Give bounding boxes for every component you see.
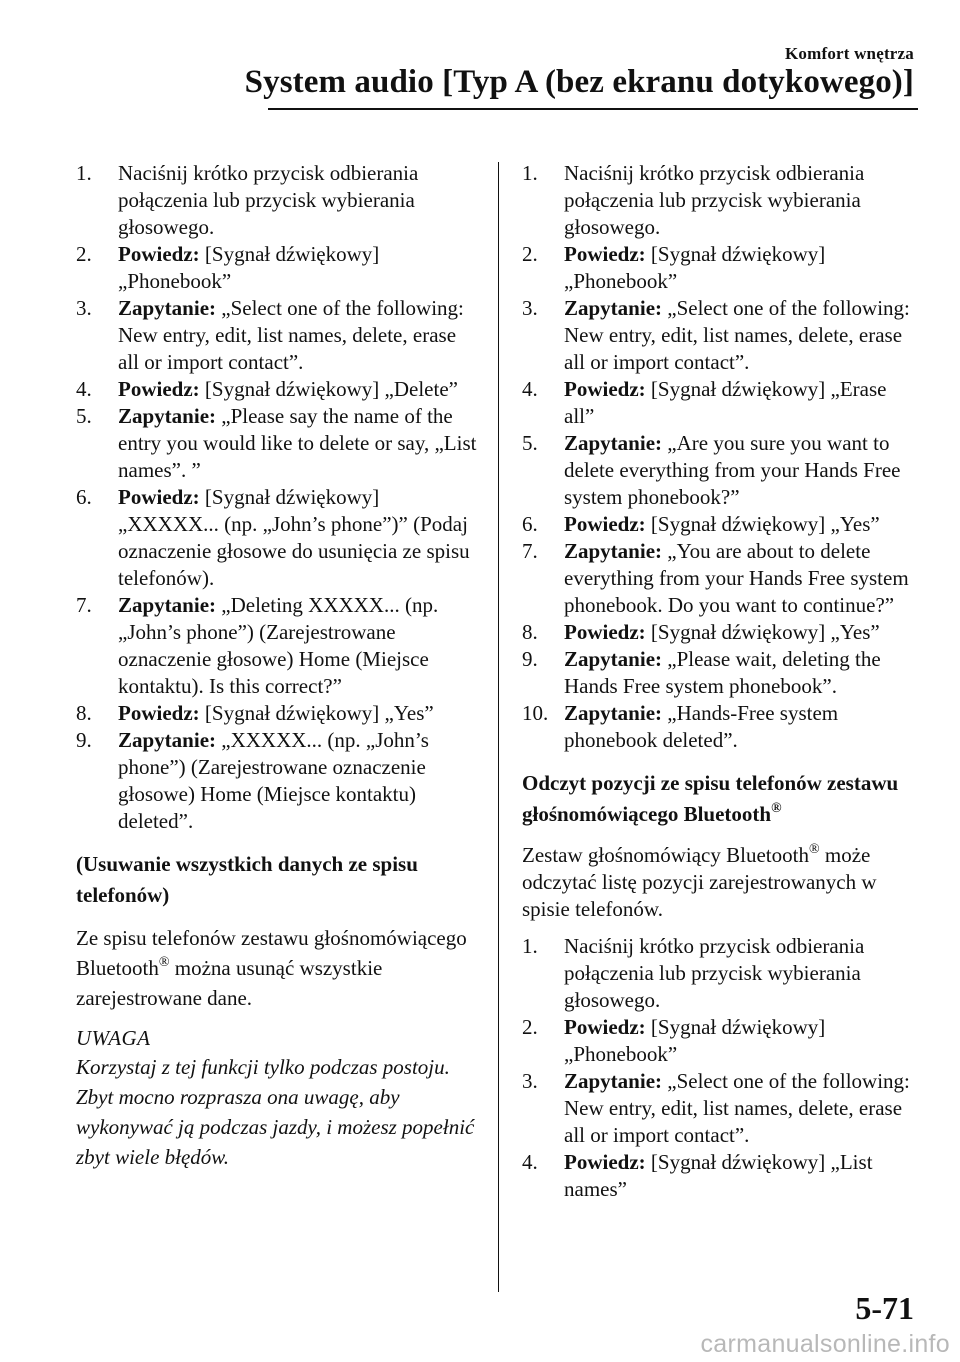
step-text: „Hands-Free system phonebook deleted”. [564,701,839,752]
step-keyword: Zapytanie: [564,539,663,563]
step-keyword: Zapytanie: [564,431,663,455]
step-keyword: Zapytanie: [118,593,217,617]
intro-delete-all [76,923,480,1013]
step-number: 7. [522,539,538,563]
step-text: „Select one of the following: New entry, edit, list names, delete, erase all or import contact”. [564,1069,910,1147]
step-number: 9. [76,728,92,752]
step-keyword: Zapytanie: [564,701,663,725]
watermark: carmanualsonline.info [700,1330,950,1358]
list-item [522,430,916,511]
step-number: 9. [522,647,538,671]
step-number: 5. [522,431,538,455]
step-keyword: Powiedz: [564,1150,646,1174]
note-text: Korzystaj z tej funkcji tylko podczas postoju. Zbyt mocno rozprasza ona uwagę, aby wykonywać ją podczas jazdy, i możesz popełnić zbyt wiele błędów. [76,1055,475,1169]
list-item [76,376,480,403]
list-item [522,700,916,754]
step-keyword: Powiedz: [564,512,646,536]
step-keyword: Powiedz: [118,485,200,509]
step-text: [Sygnał dźwiękowy] „List names” [564,1150,873,1201]
step-text: „You are about to delete everything from your Hands Free system phonebook. Do you want to continue?” [564,539,909,617]
registered-mark: ® [158,955,170,970]
list-item [76,160,480,241]
heading-read-phonebook [522,768,916,830]
step-text: [Sygnał dźwiękowy] „Phonebook” [564,1015,826,1066]
step-keyword: Powiedz: [564,377,646,401]
list-item [76,403,480,484]
step-keyword: Powiedz: [118,242,200,266]
step-text: [Sygnał dźwiękowy] „Erase all” [564,377,887,428]
step-number: 8. [522,620,538,644]
step-text: [Sygnał dźwiękowy] „Phonebook” [564,242,826,293]
list-item [76,295,480,376]
list-item [522,376,916,430]
step-number: 5. [76,404,92,428]
step-number: 4. [76,377,92,401]
list-item [76,727,480,835]
list-item [522,1014,916,1068]
list-item [76,592,480,700]
step-keyword: Powiedz: [118,377,200,401]
step-keyword: Powiedz: [564,620,646,644]
list-item [522,538,916,619]
left-column [76,160,480,1172]
step-text: [Sygnał dźwiękowy] „Delete” [199,377,458,401]
step-text: [Sygnał dźwiękowy] „Yes” [199,701,434,725]
step-keyword: Zapytanie: [118,404,217,428]
step-text: [Sygnał dźwiękowy] „Phonebook” [118,242,380,293]
step-number: 4. [522,1150,538,1174]
step-keyword: Powiedz: [564,242,646,266]
step-text: „Deleting XXXXX... (np. „John’s phone”) (Zarejestrowane oznaczenie głosowe) Home (Miejsce kontaktu). Is this correct?” [118,593,439,698]
step-number: 2. [76,242,92,266]
list-item [76,484,480,592]
step-text: [Sygnał dźwiękowy] „Yes” [645,620,880,644]
step-number: 2. [522,1015,538,1039]
list-item [522,295,916,376]
list-item [76,700,480,727]
step-text: „Are you sure you want to delete everything from your Hands Free system phonebook?” [564,431,901,509]
steps-delete-entry [76,160,480,835]
step-number: 2. [522,242,538,266]
step-keyword: Zapytanie: [564,296,663,320]
header-section-label: Komfort wnętrza [784,44,914,63]
intro-read-a: Zestaw głośnomówiący Bluetooth [522,843,809,867]
heading-delete-all: (Usuwanie wszystkich danych ze spisu telefonów) [76,852,418,907]
intro-delete-all-a: Ze spisu telefonów zestawu głośnomówiącego Bluetooth [76,926,467,980]
list-item [522,241,916,295]
step-number: 7. [76,593,92,617]
step-number: 3. [522,1069,538,1093]
list-item [522,933,916,1014]
step-keyword: Zapytanie: [564,647,663,671]
step-number: 1. [522,934,538,958]
page-title: System audio [Typ A (bez ekranu dotykowego)] [244,64,914,100]
intro-read-b: może odczytać listę pozycji zarejestrowanych w spisie telefonów. [522,843,877,921]
registered-mark: ® [771,801,782,816]
step-text: Naciśnij krótko przycisk odbierania połączenia lub przycisk wybierania głosowego. [564,161,865,239]
step-text: „Select one of the following: New entry, edit, list names, delete, erase all or import contact”. [564,296,910,374]
step-number: 3. [76,296,92,320]
list-item [522,1149,916,1203]
page-number: 5-71 [855,1290,914,1326]
steps-list-names [522,933,916,1203]
step-text: [Sygnał dźwiękowy] „Yes” [645,512,880,536]
step-keyword: Powiedz: [564,1015,646,1039]
step-number: 6. [522,512,538,536]
list-item [522,619,916,646]
step-number: 3. [522,296,538,320]
list-item [76,241,480,295]
heading-read-text: Odczyt pozycji ze spisu telefonów zestawu głośnomówiącego Bluetooth [522,771,899,826]
column-divider [498,162,499,1292]
note-label: UWAGA [76,1026,151,1050]
step-number: 4. [522,377,538,401]
list-item [522,646,916,700]
step-number: 1. [76,161,92,185]
steps-erase-all [522,160,916,754]
step-keyword: Zapytanie: [564,1069,663,1093]
step-keyword: Zapytanie: [118,296,217,320]
list-item [522,511,916,538]
step-text: „Select one of the following: New entry, edit, list names, delete, erase all or import contact”. [118,296,464,374]
registered-mark: ® [808,842,820,857]
intro-read [522,842,916,923]
step-keyword: Powiedz: [118,701,200,725]
step-number: 10. [522,701,549,725]
step-text: [Sygnał dźwiękowy] „XXXXX... (np. „John’s phone”)” (Podaj oznaczenie głosowe do usunięcia ze spisu telefonów). [118,485,470,590]
list-item [522,1068,916,1149]
step-number: 8. [76,701,92,725]
step-number: 6. [76,485,92,509]
step-text: „Please wait, deleting the Hands Free system phonebook”. [564,647,881,698]
step-text: Naciśnij krótko przycisk odbierania połączenia lub przycisk wybierania głosowego. [564,934,865,1012]
header-rule [268,108,918,110]
step-number: 1. [522,161,538,185]
step-text: Naciśnij krótko przycisk odbierania połączenia lub przycisk wybierania głosowego. [118,161,419,239]
right-column [522,160,916,1203]
step-text: „Please say the name of the entry you would like to delete or say, „List names”. ” [118,404,477,482]
step-text: „XXXXX... (np. „John’s phone”) (Zarejestrowane oznaczenie głosowe) Home (Miejsce kontaktu) deleted”. [118,728,429,833]
intro-delete-all-b: można usunąć wszystkie zarejestrowane dane. [76,956,383,1010]
step-keyword: Zapytanie: [118,728,217,752]
list-item [522,160,916,241]
